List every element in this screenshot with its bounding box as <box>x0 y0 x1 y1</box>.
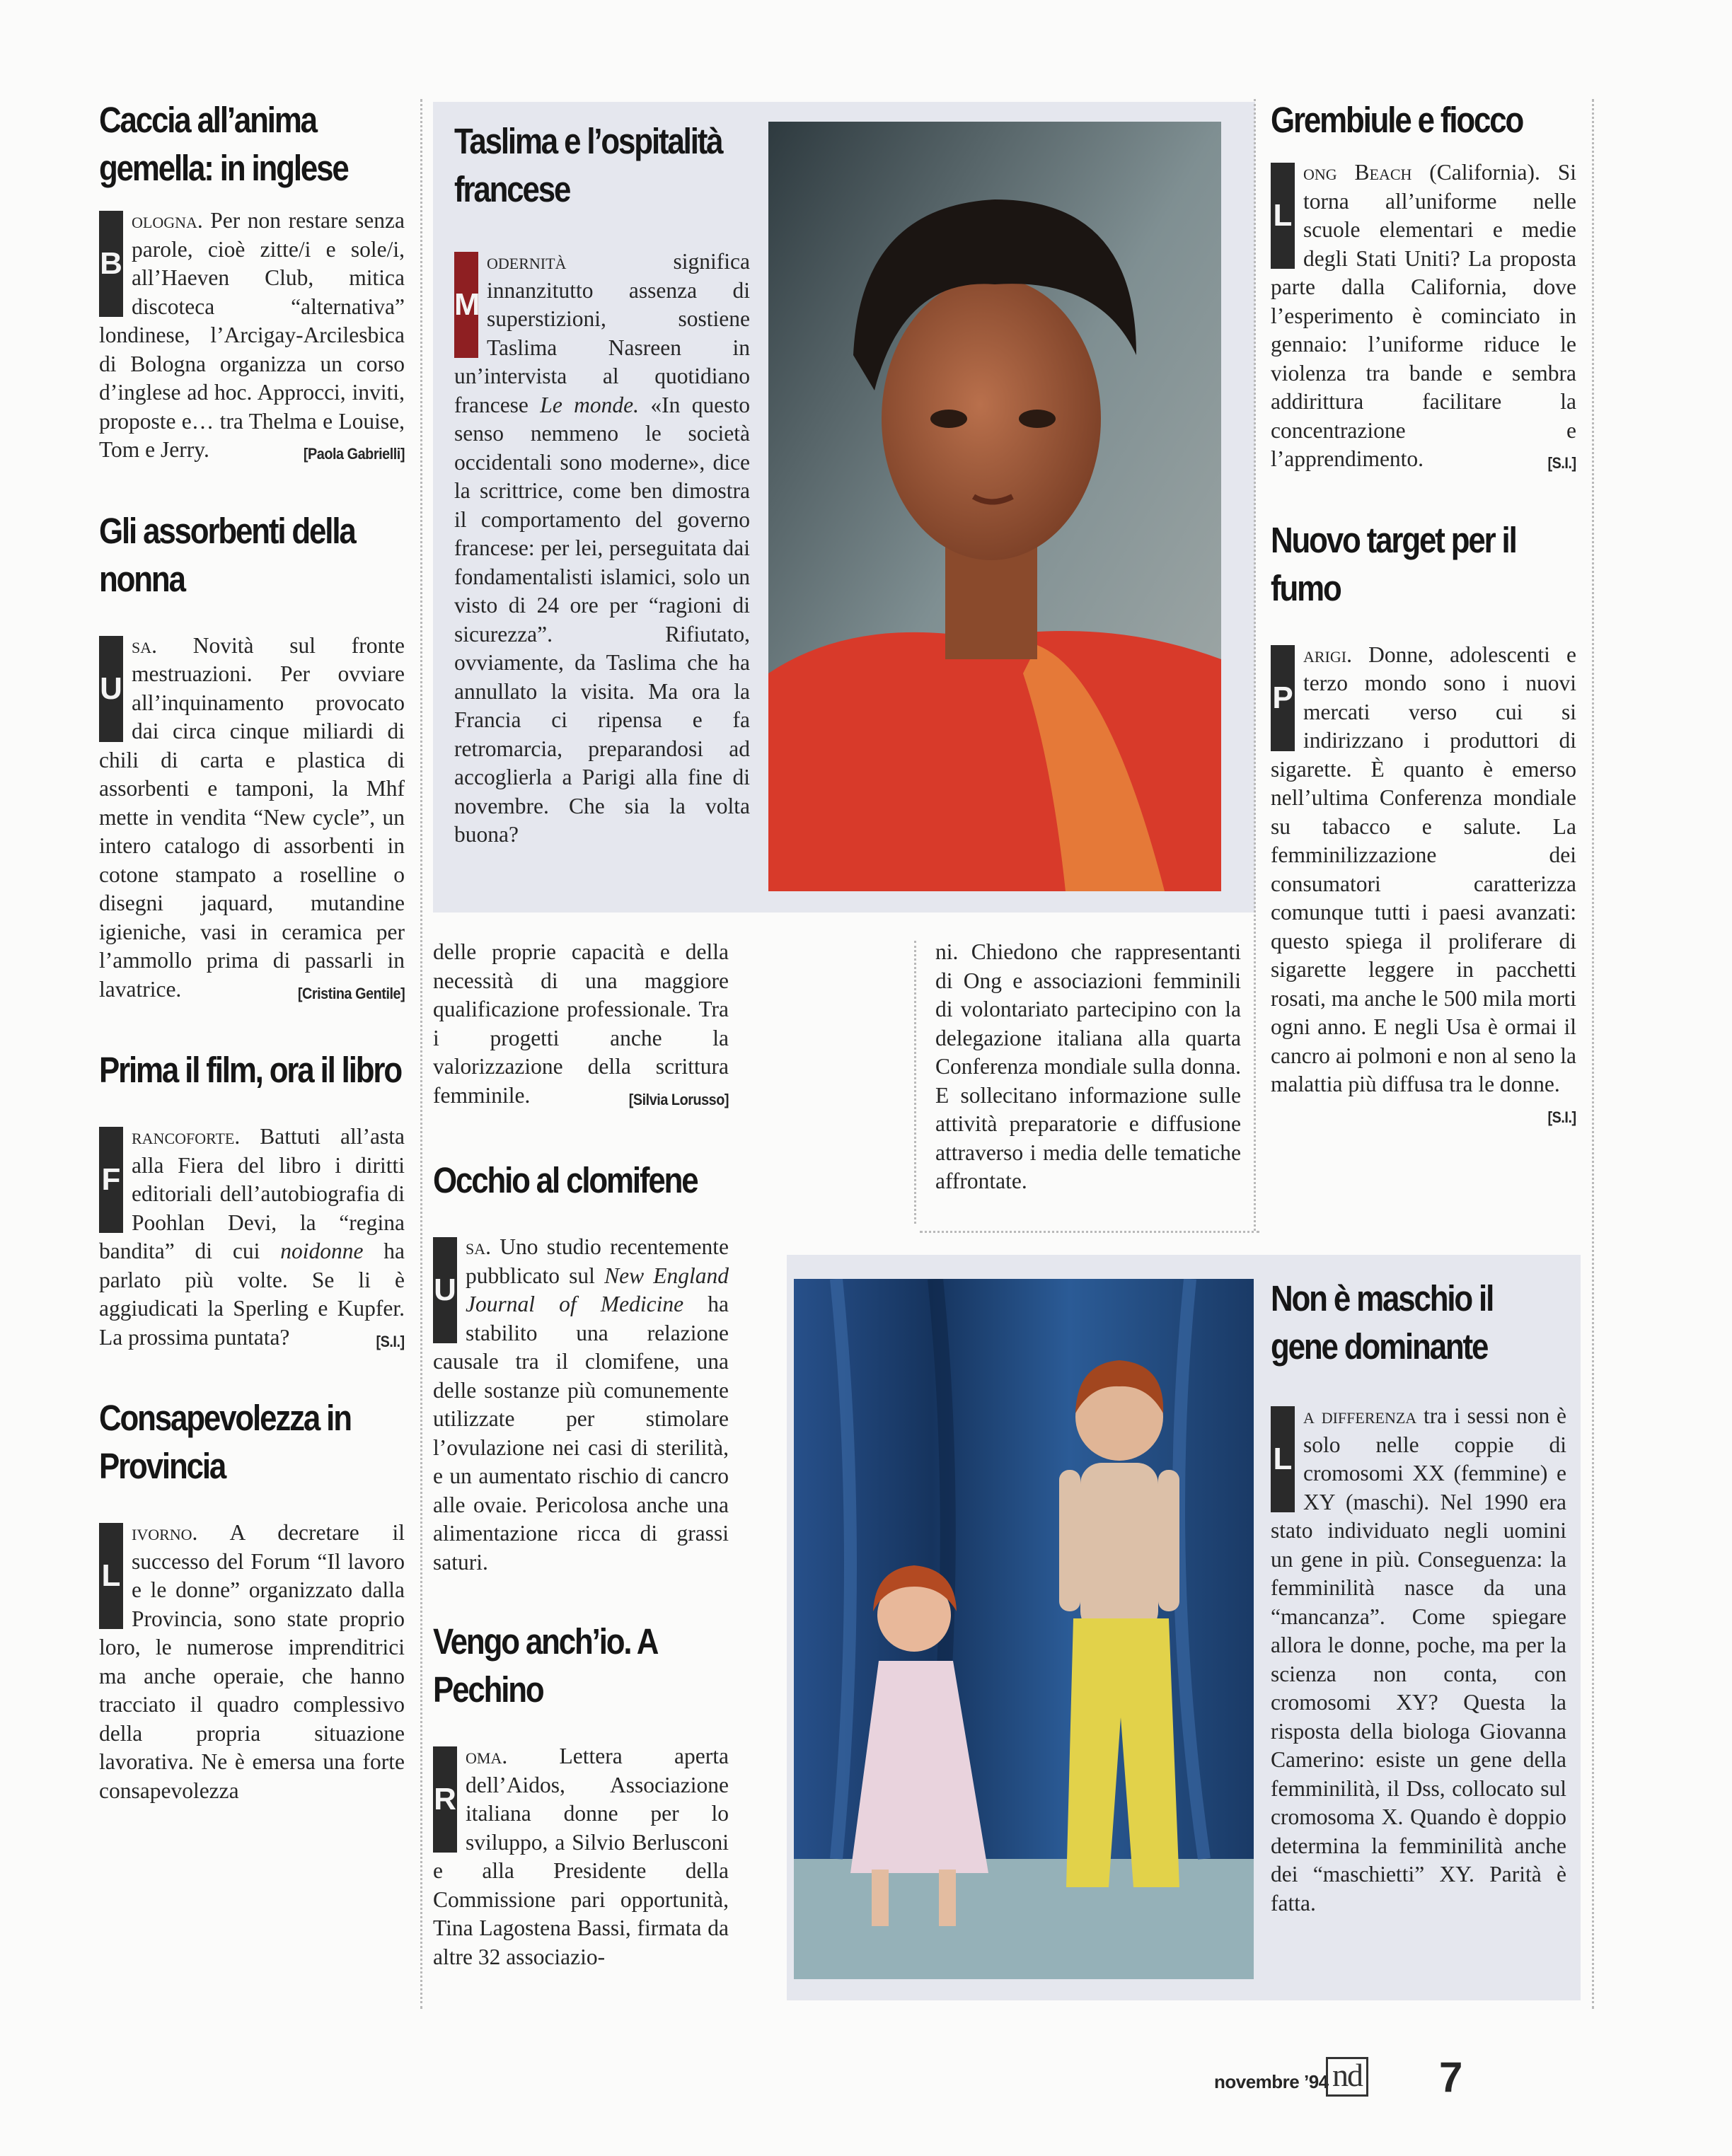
children-photo <box>794 1279 1254 1979</box>
drop-cap: U <box>433 1237 457 1343</box>
drop-cap: P <box>1271 645 1295 751</box>
article-title: Prima il film, ora il libro <box>99 1050 401 1090</box>
article-title: Taslima e l’ospitalità francese <box>454 121 722 209</box>
article-body: U sa. Novità sul fronte mestruazioni. Per ovviare all’inquinamento provocato dai circa cinque miliardi di chili di carta e plastica di assorbenti e tamponi, la Mhf mette in vendita “New cycle”, un intero catalogo di assorbenti in cotone stampato a roselline o disegni jaquard, mutandine igieniche, vasi in ceramica per l’ammollo prima di passarli in lavatrice. [Cristina Gentile] <box>99 632 405 1004</box>
article-clomifene <box>433 1157 729 1577</box>
article-body: R oma. Lettera aperta dell’Aidos, Associazione italiana donne per lo sviluppo, a Silvio Berlusconi e alla Presidente della Commissione pari opportunità, Tina Lagostena Bassi, firmata da altre 32 associazio- <box>433 1744 729 1969</box>
issue-date: novembre ’94 <box>1214 2071 1329 2092</box>
drop-cap: R <box>433 1746 457 1853</box>
article-prima-il-film <box>99 1046 405 1356</box>
article-gene <box>1271 1275 1566 1918</box>
column-rule <box>1254 99 1256 1231</box>
column-center <box>433 938 729 1971</box>
article-title: Non è maschio il gene dominante <box>1271 1278 1494 1367</box>
article-taslima <box>454 117 750 850</box>
column-taslima <box>454 117 750 850</box>
article-body: P arigi. Donne, adolescenti e terzo mondo sono i nuovi mercati verso cui si indirizzano i produttori di sigarette. È quanto è emerso nell’ultima Conferenza mondiale su tabacco e salute. La femminilizzazione dei consumatori caratterizza comunque tutti i paesi avanzati: questo spiega il proliferare di sigarette leggere in pacchetti rosati, ma anche le 500 mila morti ogni anno. E negli Usa è ormai il cancro ai polmoni e non al seno la malattia più diffusa tra le donne. [S.I.] <box>1271 641 1576 1099</box>
column-rule <box>1592 99 1594 2009</box>
article-fumo <box>1271 516 1576 1132</box>
article-assorbenti <box>99 507 405 1009</box>
column-rule <box>420 99 422 2009</box>
article-title: Vengo anch’io. A Pechino <box>433 1621 657 1710</box>
article-body: F rancoforte. Battuti all’asta alla Fiera del libro i diritti editoriali dell’autobiografia di Poohlan Devi, la “regina bandita” di cui noidonne ha parlato più volte. Se li è aggiudicati la Sperling e Kupfer. La prossima puntata? [S.I.] <box>99 1123 405 1352</box>
section-rule <box>920 1231 1259 1233</box>
article-title: Nuovo target per il fumo <box>1271 519 1516 608</box>
article-body: L a differenza tra i sessi non è solo nelle coppie di cromosomi XX (femmine) e XY (maschi). Nel 1990 era stato individuato negli uomini un gene in più. Conseguenza: la femminilità nasce da una “mancanza”. Come spiegare allora le donne, poche, ma per la scienza non conta, con cromosomi XY? Questa la risposta della biologa Giovanna Camerino: esiste un gene della femminilità, il Dss, collocato sul cromosoma X. Quando è doppio determina la femminilità anche dei “maschietti” XY. Parità è fatta. <box>1271 1403 1567 1916</box>
column-rule <box>914 941 916 1224</box>
taslima-portrait-photo <box>768 122 1221 891</box>
article-body: B ologna. Per non restare senza parole, cioè zitte/i e sole/i, all’Haeven Club, mitica discoteca “alternativa” londinese, l’Arcigay-Arcilesbica di Bologna organizza un corso d’inglese ad hoc. Approcci, inviti, proposte e… tra Thelma e Louise, Tom e Jerry. [Paola Gabrielli] <box>99 207 405 465</box>
drop-cap: B <box>99 211 123 317</box>
author-signature: [S.I.] <box>376 1332 405 1350</box>
page-footer <box>1214 2053 1469 2101</box>
drop-cap: L <box>99 1523 123 1629</box>
article-body: L ong Beach (California). Si torna all’uniforme nelle scuole elementari e medie degli Stati Uniti? La proposta parte dalla California, dove l’esperimento è cominciato in gennaio: l’uniforme riduce le violenza tra bande e sembra addirittura facilitare la concentrazione e l’apprendimento. [S.I.] <box>1271 158 1576 474</box>
author-signature: [Paola Gabrielli] <box>303 445 405 463</box>
article-continuation: delle proprie capacità e della necessità di una maggiore qualificazione professionale. Tra i progetti anche la valorizzazione della scrittura femminile. [Silvia Lorusso] <box>433 938 729 1110</box>
article-title: Grembiule e fiocco <box>1271 100 1523 140</box>
article-grembiule <box>1271 96 1576 478</box>
drop-cap: L <box>1271 163 1295 269</box>
author-signature: [Silvia Lorusso] <box>628 1090 729 1108</box>
article-title: Consapevolezza in Provincia <box>99 1398 351 1486</box>
page-number: 7 <box>1439 2053 1463 2101</box>
column-center-right <box>935 938 1241 1196</box>
column-right <box>1271 96 1576 1132</box>
article-caccia <box>99 96 405 469</box>
magazine-logo: nd <box>1326 2057 1368 2097</box>
portrait-illustration <box>768 122 1221 891</box>
author-signature: [S.I.] <box>1547 1108 1576 1126</box>
drop-cap: U <box>99 636 123 742</box>
article-consapevolezza <box>99 1394 405 1805</box>
article-title: Caccia all’anima gemella: in inglese <box>99 100 348 188</box>
drop-cap: L <box>1271 1406 1295 1512</box>
author-signature: [S.I.] <box>1547 454 1576 472</box>
article-continuation: ni. Chiedono che rappresentanti di Ong e associazioni femminili di volontariato partecipino con la delegazione italiana alla quarta Conferenza mondiale sulla donna. E sollecitano informazione sulle attività preparatorie e diffusione attraverso i media delle tematiche affrontate. <box>935 939 1241 1193</box>
children-illustration <box>794 1279 1254 1979</box>
column-gene <box>1271 1275 1566 1918</box>
article-title: Gli assorbenti della nonna <box>99 510 355 599</box>
author-signature: [Cristina Gentile] <box>297 984 405 1002</box>
article-body: L ivorno. A decretare il successo del Forum “Il lavoro e le donne” organizzato dalla Provincia, sono state proprio loro, le numerose imprenditrici ma anche operaie, che hanno tracciato il quadro complessivo della propria situazione lavorativa. Ne è emersa una forte consapevolezza <box>99 1520 405 1803</box>
article-body: U sa. Uno studio recentemente pubblicato sul New England Journal of Medicine ha stabilito una relazione causale tra il clomifene, una delle sostanze più comunemente utilizzate per stimolare l’ovulazione nei casi di sterilità, e un aumentato rischio di cancro alle ovaie. Pericolosa anche una alimentazione ricca di grassi saturi. <box>433 1234 729 1575</box>
drop-cap: M <box>454 252 478 358</box>
article-pechino <box>433 1618 729 1971</box>
column-left <box>99 96 405 1805</box>
article-body: M odernità significa innanzitutto assenza di superstizioni, sostiene Taslima Nasreen in un’intervista al quotidiano francese Le monde. «In questo senso nemmeno le società occidentali sono moderne», dice la scrittrice, come ben dimostra il comportamento del governo francese: per lei, perseguitata dai fondamentalisti islamici, solo un visto di 24 ore per “ragioni di sicurezza”. Rifiutato, ovviamente, da Taslima che ha annullato la visita. Ma ora la Francia ci ripensa e fa retromarcia, preparandosi ad accoglierla a Parigi alla fine di novembre. Che sia la volta buona? <box>454 249 751 847</box>
drop-cap: F <box>99 1127 123 1233</box>
article-title: Occhio al clomifene <box>433 1160 698 1200</box>
